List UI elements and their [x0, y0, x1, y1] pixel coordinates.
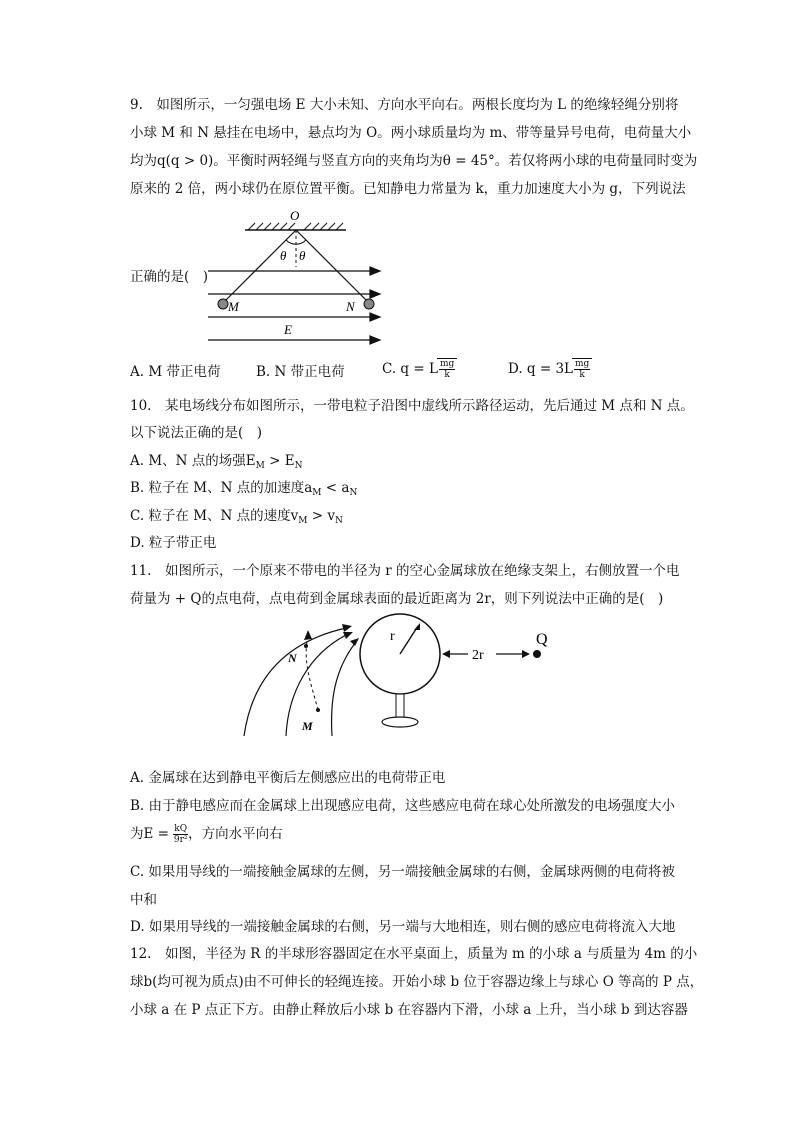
q11-option-c-line-2: 中和 [130, 892, 157, 908]
q10-option-b-mid: < a [321, 480, 350, 496]
q9-line-3: 均为q(q > 0)。平衡时两轻绳与竖直方向的夹角均为θ = 45°。若仅将两小球的电荷量同时变为 [130, 153, 698, 169]
q11-option-c-line-1: C. 如果用导线的一端接触金属球的左侧，另一端接触金属球的右侧，金属球两侧的电荷将被 [130, 864, 675, 880]
point-M [316, 708, 320, 712]
q10-line-2: 以下说法正确的是( ) [130, 425, 263, 441]
q11-option-a: A. 金属球在达到静电平衡后左侧感应出的电荷带正电 [130, 770, 446, 786]
q10-option-a-text: A. M、N 点的场强E [130, 453, 256, 469]
q11-label-distance: 2r [472, 648, 484, 663]
q9-string-right [296, 230, 368, 302]
q11-label-Q: Q [536, 631, 548, 648]
q9-option-c-den: k [444, 370, 450, 380]
q9-line-4: 原来的 2 倍，两小球仍在原位置平衡。已知静电力常量为 k，重力加速度大小为 g，下列说法 [130, 181, 686, 197]
q10-option-a-mid: > E [264, 453, 295, 469]
q12-line-1: 12. 如图，半径为 R 的半球形容器固定在水平桌面上，质量为 m 的小球 a 与质量为 4m 的小 [130, 946, 698, 962]
particle-path [306, 636, 318, 710]
q12-line-3: 小球 a 在 P 点正下方。由静止释放后小球 b 在容器内下滑，小球 a 上升，当小球 b 到达容器 [130, 1002, 688, 1018]
q9-option-d [508, 358, 592, 380]
q9-option-d-num: mg [575, 359, 590, 369]
q9-option-c-label: C. q = L [382, 361, 438, 377]
q11-line-1: 11. 如图所示，一个原来不带电的半径为 r 的空心金属球放在绝缘支架上，右侧放置一个电 [130, 563, 680, 579]
q9-option-c-sqrt [437, 358, 457, 380]
q9-figure [200, 205, 390, 345]
q9-string-left [224, 230, 296, 302]
q10-label-N: N [288, 651, 297, 665]
q11-option-b-den: 9r² [173, 835, 188, 845]
q11-label-r: r [390, 629, 395, 644]
q9-option-d-label: D. q = 3L [508, 361, 574, 377]
q9-angle-left: θ [280, 248, 287, 263]
q9-ball-M [218, 299, 228, 309]
q9-line-5: 正确的是( ) [130, 269, 209, 285]
q11-option-d: D. 如果用导线的一端接触金属球的右侧，另一端与大地相连，则右侧的感应电荷将流入大地 [130, 919, 676, 935]
q11-option-b-num: kQ [174, 824, 188, 834]
q9-option-d-sqrt [572, 358, 592, 380]
q9-option-c [382, 358, 457, 380]
point-charge-Q [533, 650, 541, 658]
q10-option-c-text: C. 粒子在 M、N 点的速度v [130, 508, 299, 524]
q9-option-b: B. N 带正电荷 [256, 364, 345, 380]
q10-option-c-mid: > v [307, 508, 336, 524]
q11-option-b-eq: 为E = [130, 826, 169, 842]
q10-option-c-sub2: N [335, 516, 343, 526]
q10-option-b-sub1: M [312, 488, 322, 498]
q10-option-a-sub2: N [294, 461, 303, 471]
q10-option-b-sub2: N [349, 488, 358, 498]
q10-label-M: M [302, 719, 313, 733]
q9-label-E: E [284, 322, 292, 337]
q10-option-d: D. 粒子带正电 [130, 535, 217, 551]
q9-line-2: 小球 M 和 N 悬挂在电场中，悬点均为 O。两小球质量均为 m、带等量异号电荷，电荷量大小 [130, 125, 692, 141]
q10-option-a-sub1: M [255, 461, 265, 471]
q9-option-a: A. M 带正电荷 [130, 364, 221, 380]
q11-option-b-line-2 [130, 824, 283, 845]
q11-option-b-line-1: B. 由于静电感应而在金属球上出现感应电荷，这些感应电荷在球心处所激发的电场强度大小 [130, 798, 676, 814]
q9-point-O: O [290, 208, 300, 223]
q12-line-2: 球b(均可视为质点)由不可伸长的轻绳连接。开始小球 b 位于容器边缘上与球心 O 等高的 P 点， [130, 974, 704, 990]
q9-label-M: M [228, 299, 239, 314]
q10-option-b-text: B. 粒子在 M、N 点的加速度a [130, 480, 313, 496]
q11-option-b-post: ，方向水平向右 [188, 826, 283, 842]
q11-line-2: 荷量为 + Q的点电荷，点电荷到金属球表面的最近距离为 2r，则下列说法中正确的是( ) [130, 591, 664, 607]
q10-option-c-sub1: M [298, 516, 308, 526]
field-line-3 [332, 642, 356, 736]
q10-q11-figure [238, 612, 568, 748]
point-N [304, 644, 308, 648]
q9-ball-N [364, 299, 374, 309]
q10-option-c [130, 506, 343, 531]
q9-label-N: N [346, 299, 355, 314]
q9-option-c-num: mg [439, 359, 455, 369]
sphere-stand-base [382, 717, 418, 727]
q10-option-b [130, 478, 357, 503]
q10-option-a [130, 451, 302, 476]
q9-option-d-den: k [579, 370, 585, 380]
q9-line-1: 9. 如图所示，一匀强电场 E 大小未知、方向水平向右。两根长度均为 L 的绝缘轻绳分别将 [130, 97, 679, 113]
q11-option-b-frac [173, 824, 188, 845]
q9-angle-right: θ [299, 248, 306, 263]
q10-line-1: 10. 某电场线分布如图所示，一带电粒子沿图中虚线所示路径运动，先后通过 M 点和 N 点。 [130, 398, 694, 414]
